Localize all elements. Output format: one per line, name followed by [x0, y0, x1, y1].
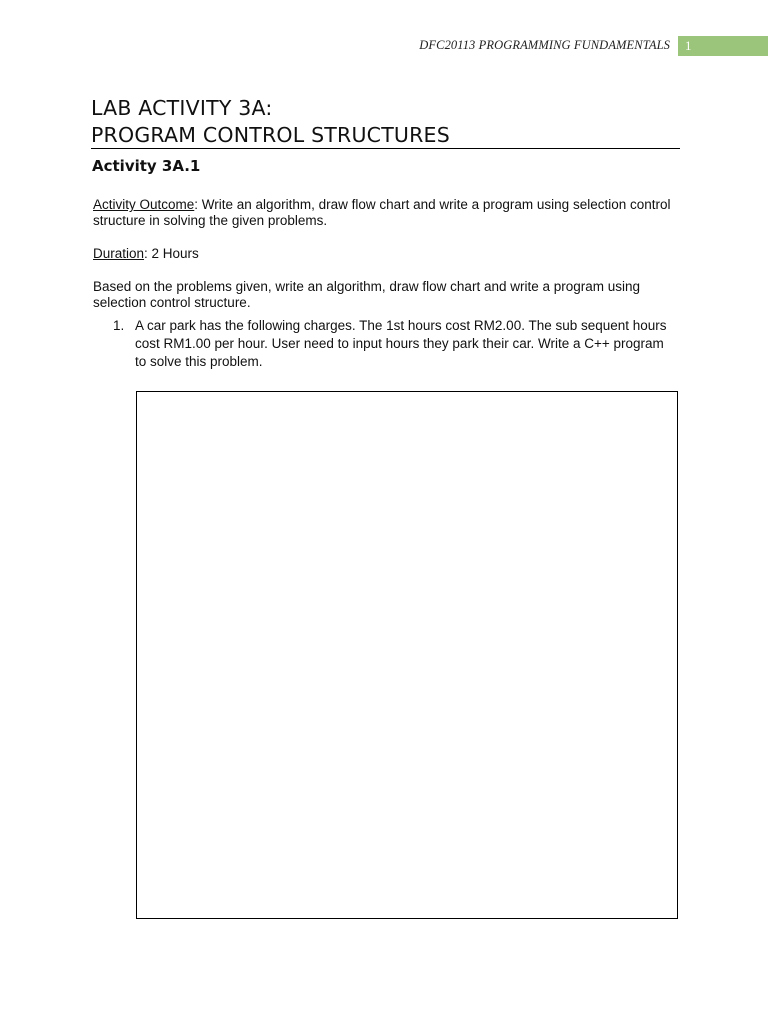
course-header: DFC20113 PROGRAMMING FUNDAMENTALS — [419, 38, 670, 52]
duration — [93, 246, 683, 262]
title-line-2: PROGRAM CONTROL STRUCTURES — [91, 123, 450, 147]
outcome-label: Activity Outcome — [93, 197, 195, 212]
duration-text: : 2 Hours — [144, 246, 199, 261]
question-item — [113, 317, 673, 371]
title-divider — [91, 148, 680, 149]
activity-outcome — [93, 197, 683, 229]
question-number: 1. — [113, 318, 125, 333]
instruction-text: Based on the problems given, write an algorithm, draw flow chart and write a program using selection control structure. — [93, 279, 641, 310]
page-number-badge: 1 — [678, 36, 768, 56]
outcome-text: : Write an algorithm, draw flow chart and write a program using selection control structure in solving the given problems. — [93, 197, 671, 228]
activity-subtitle: Activity 3A.1 — [92, 157, 201, 175]
answer-box[interactable] — [136, 391, 678, 919]
title-line-1: LAB ACTIVITY 3A: — [91, 96, 273, 120]
question-list — [113, 317, 673, 371]
page-title — [91, 95, 681, 149]
question-text: A car park has the following charges. The 1st hours cost RM2.00. The sub sequent hours cost RM1.00 per hour. User need to input hours they park their car. Write a C++ program to solve this problem. — [135, 318, 667, 369]
duration-label: Duration — [93, 246, 145, 261]
